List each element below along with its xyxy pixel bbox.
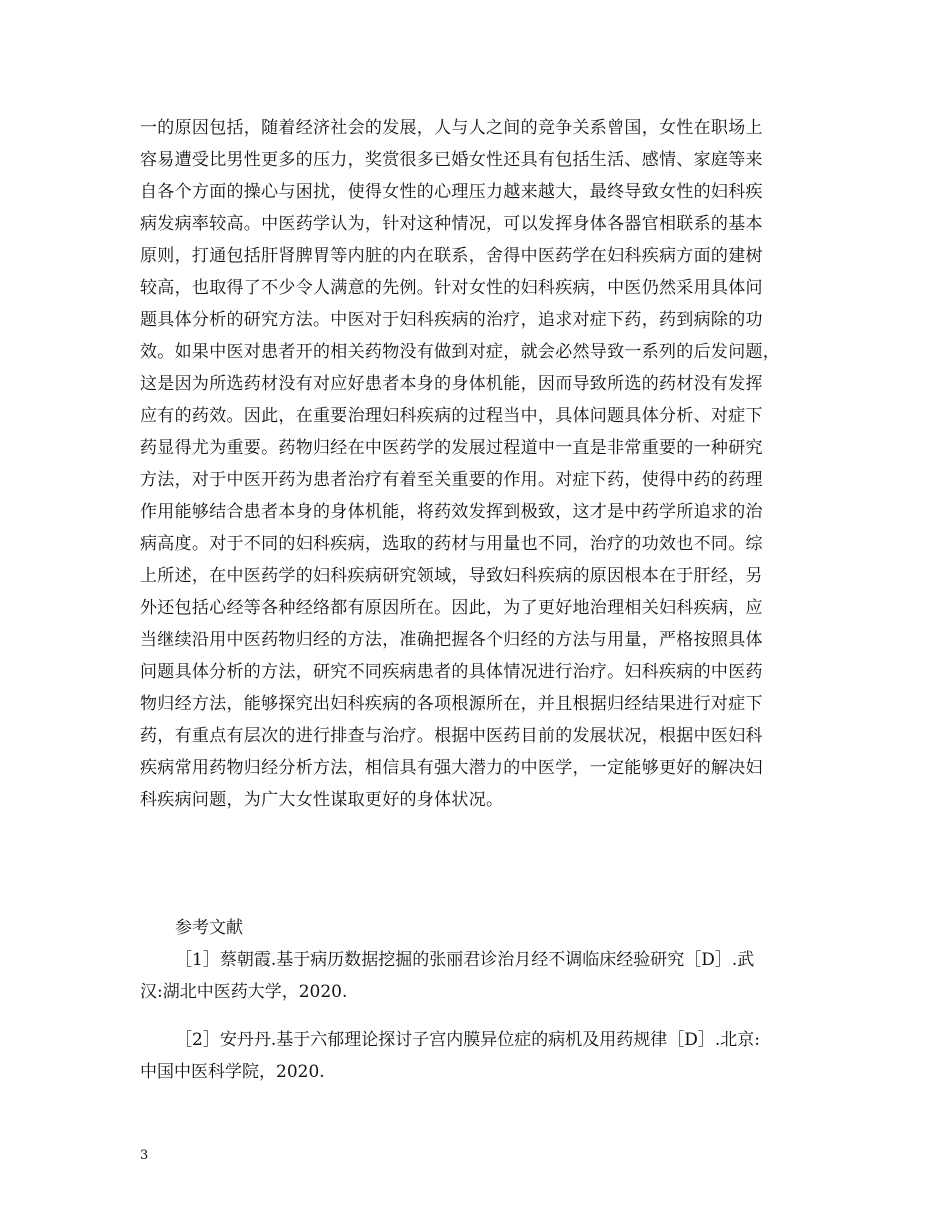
- references-heading: 参考文献: [175, 918, 243, 938]
- body-paragraph: 一的原因包括，随着经济社会的发展，人与人之间的竞争关系曾国，女性在职场上 容易遭受比男性更多的压力，奖赏很多已婚女性还具有包括生活、感情、家庭等来 自各个方面的操心与困扰，使得女性的心理压力越来越大，最终导致女性的妇科疾 病发病率较高。中医药学认为，针对这种情况，可以发挥身体各器官相联系的基本 原则，打通包括肝肾脾胃等内脏的内在联系，舍得中医药学在妇科疾病方面的建树 较高，也取得了不少令人满意的先例。针对女性的妇科疾病，中医仍然采用具体问 题具体分析的研究方法。中医对于妇科疾病的治疗，追求对症下药，药到病除的功 效。如果中医对患者开的相关药物没有做到对症，就会必然导致一系列的后发问题， 这是因为所选药材没有对应好患者本身的身体机能，因而导致所选的药材没有发挥 应有的药效。因此，在重要治理妇科疾病的过程当中，具体问题具体分析、对症下 药显得尤为重要。药物归经在中医药学的发展过程道中一直是非常重要的一种研究 方法，对于中医开药为患者治疗有着至关重要的作用。对症下药，使得中药的药理 作用能够结合患者本身的身体机能，将药效发挥到极致，这才是中药学所追求的治 病高度。对于不同的妇科疾病，选取的药材与用量也不同，治疗的功效也不同。综 上所述，在中医药学的妇科疾病研究领域，导致妇科疾病的原因根本在于肝经，另 外还包括心经等各种经络都有原因所在。因此，为了更好地治理相关妇科疾病，应 当继续沿用中医药物归经的方法，准确把握各个归经的方法与用量，严格按照具体 问题具体分析的方法，研究不同疾病患者的具体情况进行治疗。妇科疾病的中医药 物归经方法，能够探究出妇科疾病的各项根源所在，并且根据归经结果进行对症下 药，有重点有层次的进行排查与治疗。根据中医药目前的发展状况，根据中医妇科 疾病常用药物归经分析方法，相信具有强大潜力的中医学，一定能够更好的解决妇 科疾病问题，为广大女性谋取更好的身体状况。: [140, 118, 781, 810]
- page-number: 3: [140, 1148, 149, 1163]
- references-list: [140, 944, 812, 1104]
- reference-item: ［1］蔡朝霞.基于病历数据挖掘的张丽君诊治月经不调临床经验研究［D］.武 汉:湖北中医药大学，2020.: [140, 950, 755, 1002]
- reference-item: ［2］安丹丹.基于六郁理论探讨子宫内膜异位症的病机及用药规律［D］.北京: 中国中医科学院，2020.: [140, 1030, 760, 1082]
